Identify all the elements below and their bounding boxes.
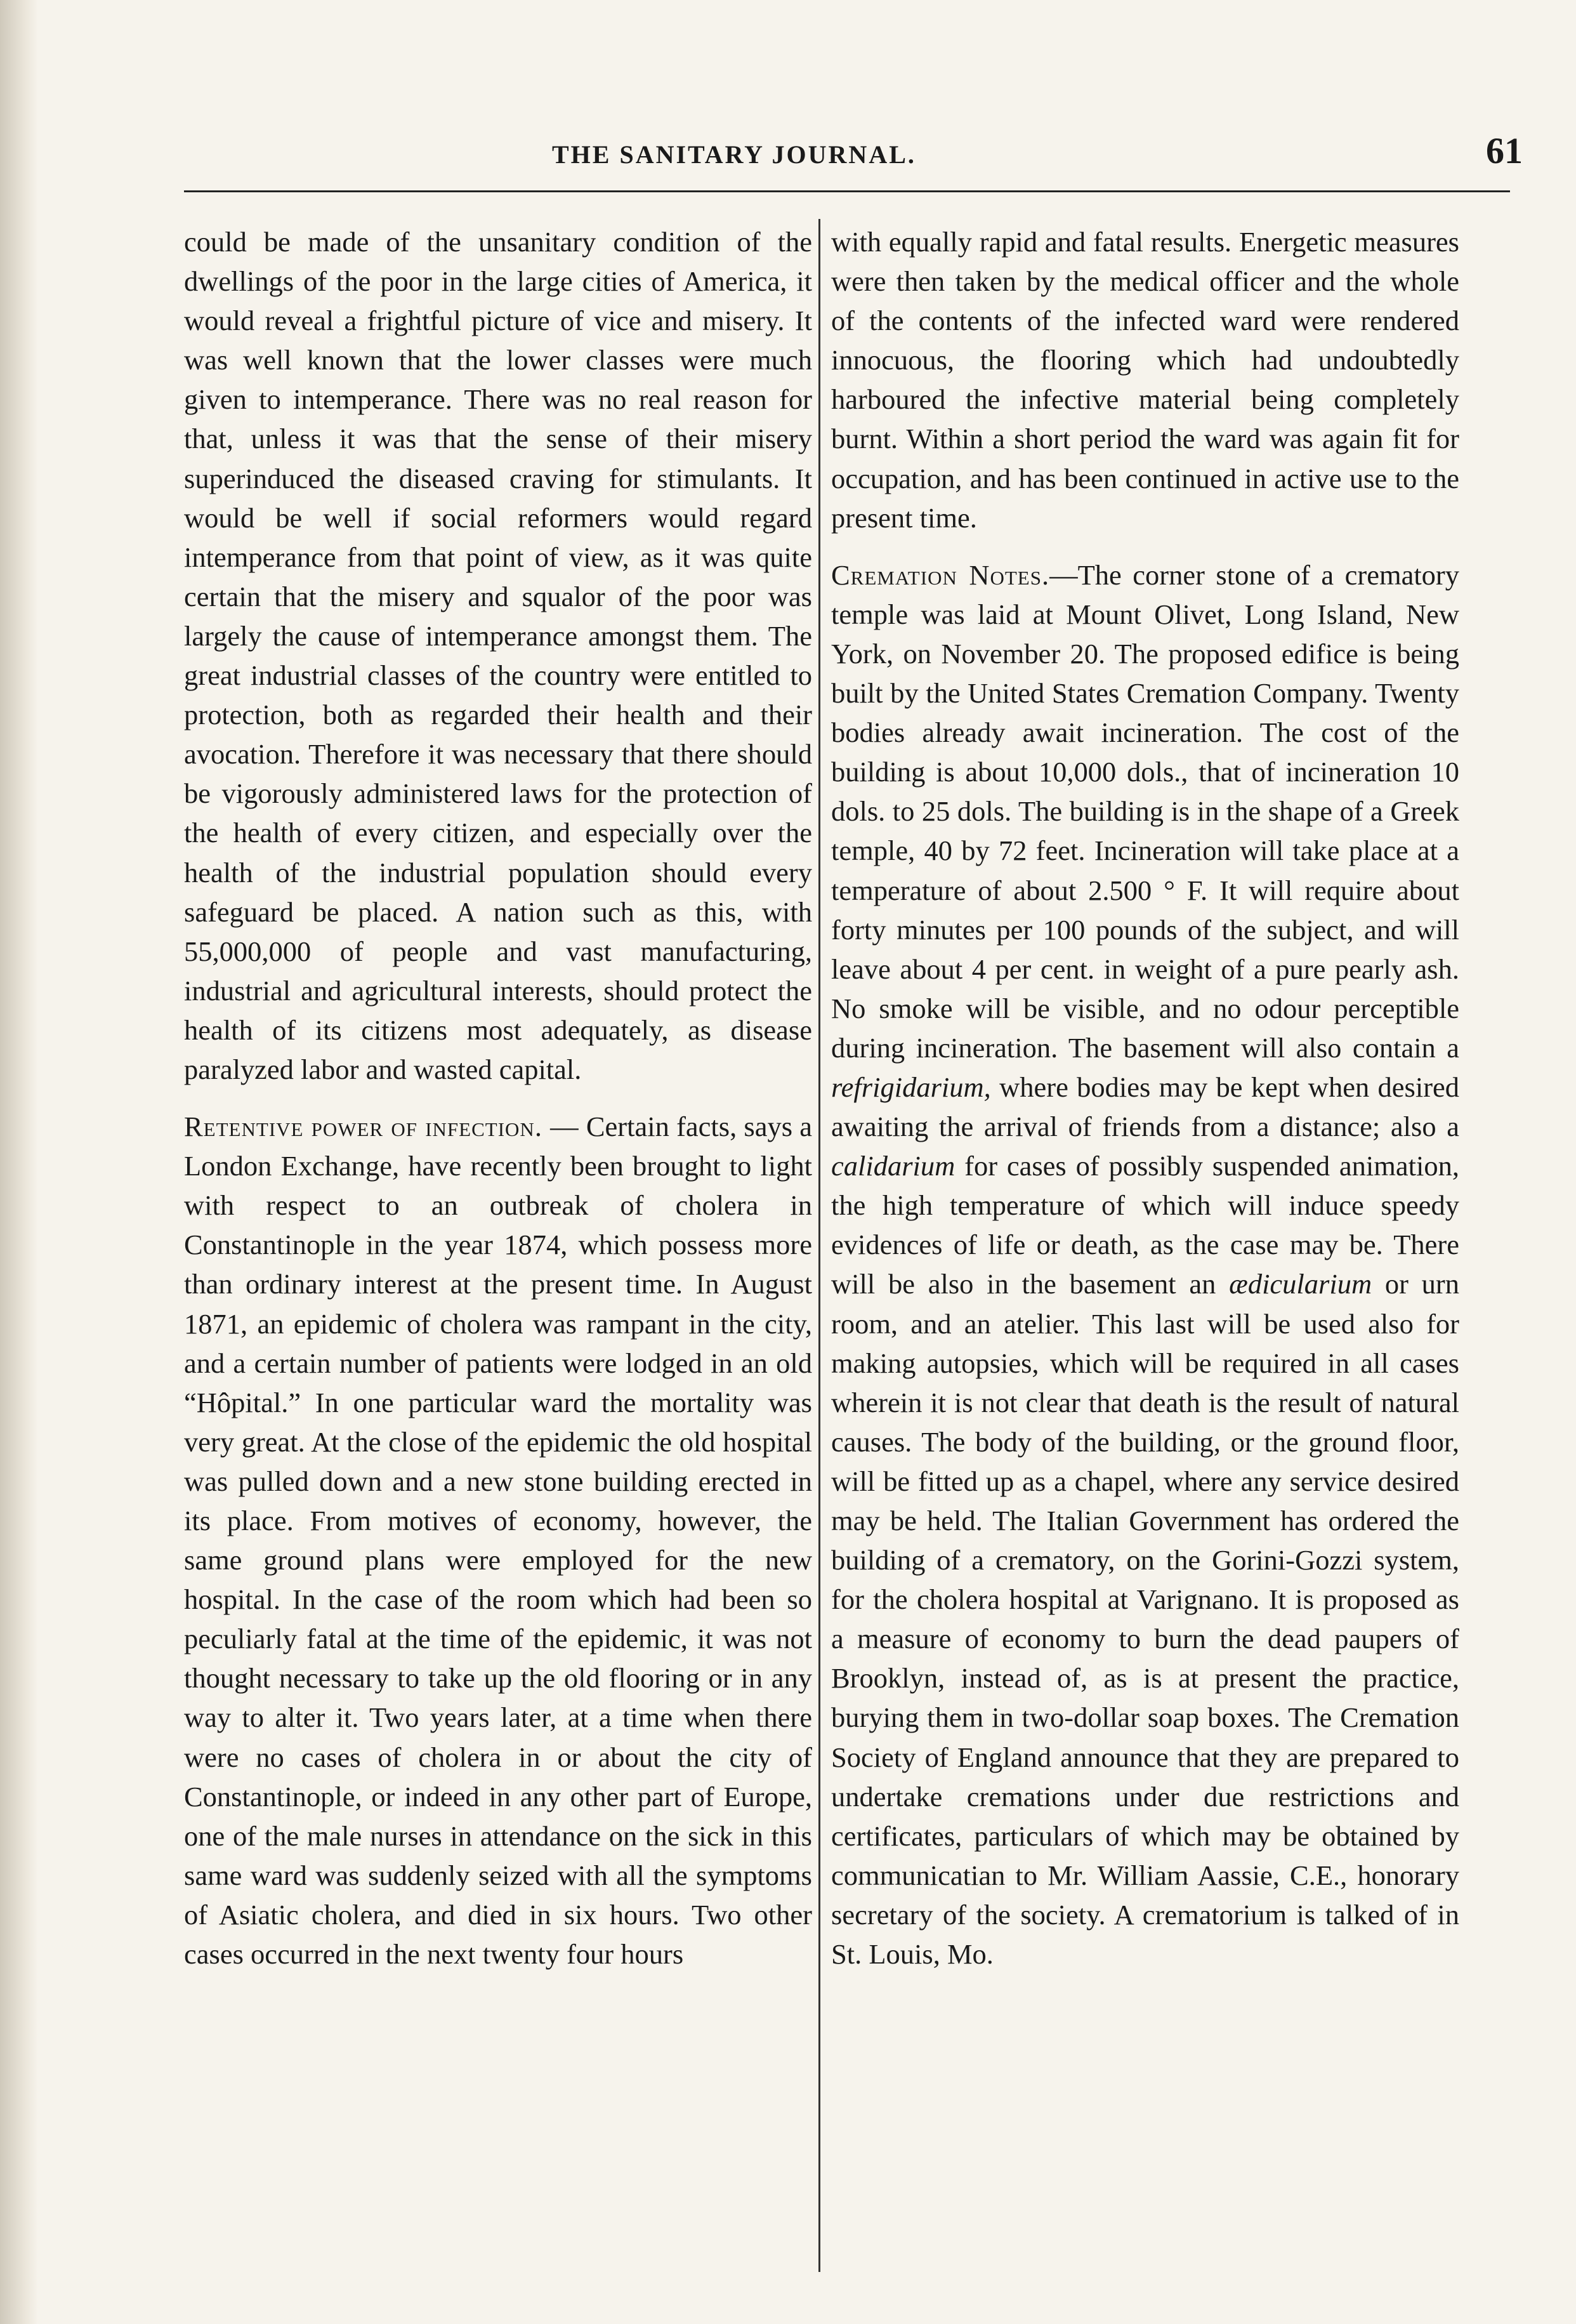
cremation-notes-section [831,555,1459,1974]
page-header [178,121,1523,184]
cremation-text-c: for cases of possibly suspended animation, the high temperature of which will induce speedy evidences of life or death, as the case may be. There will be also in the basement an [831,1150,1459,1300]
infection-continuation-paragraph: with equally rapid and fatal results. Energetic measures were then taken by the medical officer and the whole of the contents of the infected ward were rendered innocuous, the flooring which had undoubtedly harboured the infective material being completely burnt. Within a short period the ward was again fit for occupation, and has been continued in active use to the present time. [831,226,1459,534]
retentive-power-paragraph: Certain facts, says a London Exchange, have recently been brought to light with respect to an outbreak of cholera in Constantinople in the year 1874, which possess more than ordinary interest at the present time. In August 1871, an epidemic of cholera was rampant in the city, and a certain number of patients were lodged in an old “Hôpital.” In one particular ward the mortality was very great. At the close of the epidemic the old hospital was pulled down and a new stone building erected in its place. From motives of economy, however, the same ground plans were employed for the new hospital. In the case of the room which had been so peculiarly fatal at the time of the epidemic, it was not thought necessary to take up the old flooring or in any way to alter it. Two years later, at a time when there were no cases of cholera in or about the city of Constantinople, or indeed in any other part of Europe, one of the male nurses in attendance on the sick in this same ward was suddenly seized with all the symptoms of Asiatic cholera, and died in six hours. Two other cases occurred in the next twenty four hours [184,1111,812,1971]
term-calidarium: calidarium [831,1150,955,1182]
running-title: THE SANITARY JOURNAL. [552,140,916,169]
column-divider [818,219,820,2272]
retentive-power-section [184,1107,812,1974]
section-heading-retentive-power: Retentive power of infection. — [184,1111,579,1143]
page-binding-edge [0,0,38,2324]
left-column [184,222,812,2272]
article-continuation-paragraph: could be made of the unsanitary condition of the dwellings of the poor in the large cities of America, it would reveal a frightful picture of vice and misery. It was well known that the lower classes were much given to intemperance. There was no real reason for that, unless it was that the sense of their misery superinduced the diseased craving for stimulants. It would be well if social reformers would regard intemperance from that point of view, as it was quite certain that the misery and squalor of the poor was largely the cause of intemperance amongst them. The great industrial classes of the country were entitled to protection, both as regarded their health and their avocation. Therefore it was necessary that there should be vigorously administered laws for the protection of the health of every citizen, and especially over the health of the industrial population should every safeguard be placed. A nation such as this, with 55,000,000 of people and vast manufacturing, industrial and agricultural interests, should protect the health of its citizens most adequately, as disease paralyzed labor and wasted capital. [184,226,812,1085]
cremation-text-b: where bodies may be kept when desired awaiting the arrival of friends from a distance; also a [831,1071,1459,1143]
page-number: 61 [1486,130,1523,171]
term-aedicularium: ædicularium [1229,1268,1372,1300]
section-heading-cremation-notes: Cremation Notes. [831,558,1050,591]
cremation-text-a: —The corner stone of a crematory temple was laid at Mount Olivet, Long Island, New York, on November 20. The proposed edifice is being built by the United States Cremation Company. Twenty bodies already await incineration. The cost of the building is about 10,000 dols., that of incineration 10 dols. to 25 dols. The building is in the shape of a Greek temple, 40 by 72 feet. Incineration will take place at a temperature of about 2.500 ° F. It will require about forty minutes per 100 pounds of the subject, and will leave about 4 per cent. in weight of a pure pearly ash. No smoke will be visible, and no odour perceptible during incineration. The basement will also contain a [831,558,1459,1064]
right-column [831,222,1459,2272]
header-rule [184,190,1510,192]
cremation-text-d: or urn room, and an atelier. This last will be used also for making autopsies, which will be required in all cases wherein it is not clear that death is the result of natural causes. The body of the building, or the ground floor, will be fitted up as a chapel, where any service desired may be held. The Italian Government has ordered the building of a crematory, on the Gorini-Gozzi system, for the cholera hospital at Varignano. It is proposed as a measure of economy to burn the dead paupers of Brooklyn, instead of, as is at present the practice, burying them in two-dollar soap boxes. The Cremation Society of England announce that they are prepared to undertake cremations under due restrictions and certificates, particulars of which may be obtained by communicatian to Mr. William Aassie, C.E., honorary secretary of the society. A crematorium is talked of in St. Louis, Mo. [831,1268,1459,1971]
term-refrigidarium: refrigidarium, [831,1071,991,1103]
